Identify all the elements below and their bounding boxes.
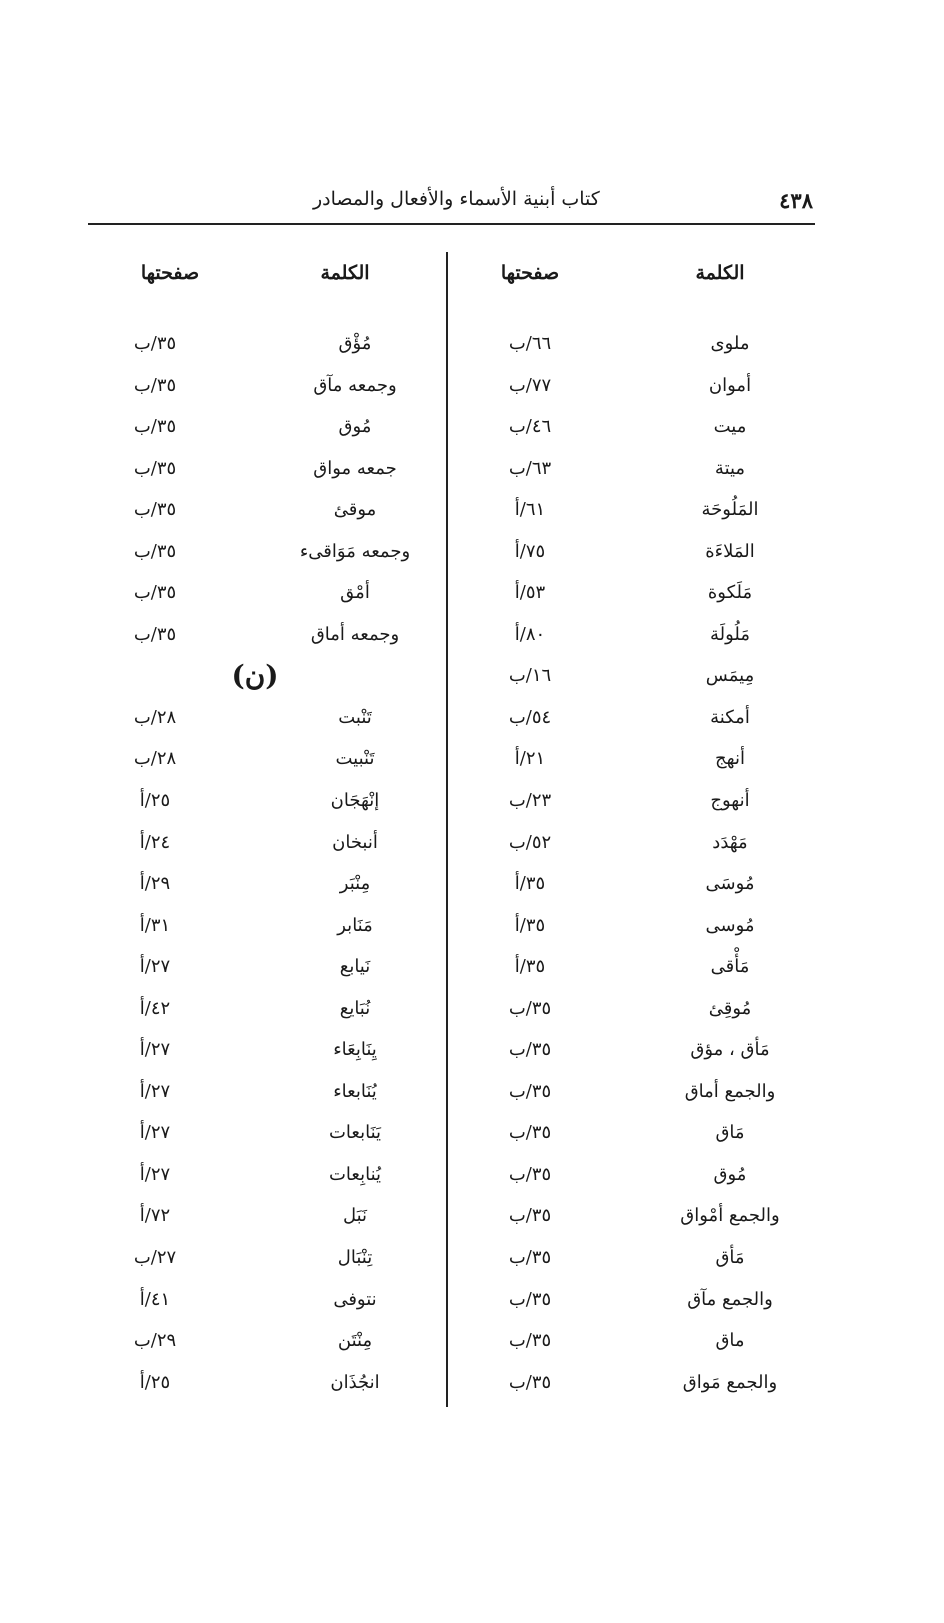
entry-page-ref: ٣٥/ب [133, 416, 177, 438]
entry-page-ref: ٣٥/أ [514, 873, 546, 895]
entry-word: وجمعه مآق [313, 374, 397, 396]
index-entry [90, 707, 440, 749]
index-entry [90, 1247, 440, 1289]
entry-page-ref: ٣٥/ب [133, 457, 177, 479]
entry-word: مِنْبَر [339, 873, 371, 895]
entry-page-ref: ٣٥/ب [508, 1080, 552, 1102]
index-entry [450, 416, 810, 458]
left-word-heading: الكلمة [320, 262, 370, 284]
entry-page-ref: ٢١/أ [514, 748, 546, 770]
index-entry [450, 1289, 810, 1331]
entry-word: ماق [715, 1330, 745, 1352]
entry-page-ref: ٣٥/أ [514, 914, 546, 936]
entry-page-ref: ٣٥/ب [133, 582, 177, 604]
entry-page-ref: ٧٧/ب [508, 374, 552, 396]
index-entry [450, 333, 810, 375]
index-entry [90, 1081, 440, 1123]
left-entries [90, 333, 440, 1413]
entry-word: وجمعه أماق [310, 623, 400, 645]
index-entry [90, 375, 440, 417]
index-entry [90, 1164, 440, 1206]
entry-word: مُوقِئ [708, 997, 752, 1019]
index-entry [90, 499, 440, 541]
index-entry [450, 748, 810, 790]
entry-page-ref: ٢٥/أ [139, 1371, 171, 1393]
entry-word: تَنْبيت [335, 748, 375, 770]
entry-word: مَلَكوة [707, 582, 753, 604]
index-entry [90, 956, 440, 998]
right-word-heading: الكلمة [695, 262, 745, 284]
entry-page-ref: ٣٥/ب [133, 623, 177, 645]
entry-word: مُوق [338, 416, 372, 438]
index-entry [450, 1247, 810, 1289]
index-entry [450, 665, 810, 707]
entry-page-ref: ٧٥/أ [514, 540, 546, 562]
entry-word: يَنَابعات [328, 1122, 382, 1144]
entry-word: إنْهَجَان [330, 790, 380, 812]
entry-page-ref: ٣٥/ب [508, 1122, 552, 1144]
entry-page-ref: ٣٥/ب [133, 499, 177, 521]
index-entry [450, 541, 810, 583]
entry-page-ref: ٦٦/ب [508, 333, 552, 354]
index-entry [450, 499, 810, 541]
entry-word: يِنَابِعَاء [333, 1039, 377, 1061]
index-entry [450, 998, 810, 1040]
entry-word: تِنْبَال [337, 1247, 373, 1269]
index-entry [90, 458, 440, 500]
left-page-heading: صفحتها [140, 262, 200, 284]
entry-word: أمْق [340, 582, 370, 604]
entry-page-ref: ٤٦/ب [508, 416, 552, 438]
entry-page-ref: ٢٧/أ [139, 1039, 171, 1061]
index-entry [450, 707, 810, 749]
entry-page-ref: ٢٩/أ [139, 873, 171, 895]
entry-page-ref: ١٦/ب [508, 665, 552, 687]
index-entry [450, 915, 810, 957]
entry-page-ref: ٣٥/ب [508, 997, 552, 1019]
index-entry [90, 832, 440, 874]
entry-page-ref: ٢٧/أ [139, 1080, 171, 1102]
entry-word: انجُذَان [330, 1371, 380, 1393]
entry-page-ref: ٢٧/أ [139, 956, 171, 978]
index-entry [90, 748, 440, 790]
index-entry [90, 582, 440, 624]
index-entry [450, 375, 810, 417]
index-entry [450, 956, 810, 998]
entry-word: مَأق ، مؤق [690, 1039, 770, 1061]
index-entry [90, 1205, 440, 1247]
entry-page-ref: ٨٠/أ [514, 623, 546, 645]
index-entry [90, 998, 440, 1040]
entry-page-ref: ٥٣/أ [514, 582, 546, 604]
entry-word: أنهج [715, 748, 745, 770]
entry-page-ref: ٢٨/ب [133, 706, 177, 728]
entry-page-ref: ٣٥/أ [514, 956, 546, 978]
index-entry [90, 915, 440, 957]
index-entry [90, 1330, 440, 1372]
index-entry [90, 1289, 440, 1331]
page-header [88, 188, 813, 218]
section-letter-row [90, 659, 440, 707]
index-entry [90, 1039, 440, 1081]
entry-word: والجمع أمْواق [680, 1205, 780, 1227]
entry-page-ref: ٣٥/ب [133, 374, 177, 396]
index-entry [90, 416, 440, 458]
index-entry [450, 1039, 810, 1081]
entry-word: مَأق [715, 1247, 745, 1269]
entry-page-ref: ٣٥/ب [508, 1288, 552, 1310]
entry-page-ref: ٣٥/ب [133, 333, 177, 354]
entry-page-ref: ٣٥/ب [508, 1205, 552, 1227]
entry-page-ref: ٢٥/أ [139, 790, 171, 812]
entry-word: مَنَابر [337, 914, 373, 936]
index-entry [450, 1205, 810, 1247]
header-rule [88, 223, 815, 225]
entry-word: نُبَايع [339, 997, 371, 1019]
entry-word: مِيمَس [705, 665, 755, 687]
entry-page-ref: ٥٤/ب [508, 706, 552, 728]
entry-word: والجمع مآق [687, 1288, 773, 1310]
index-entry [450, 582, 810, 624]
index-entry [90, 333, 440, 375]
page-number: ٤٣٨ [779, 188, 813, 213]
entry-word: موقئ [333, 499, 377, 521]
index-entry [450, 873, 810, 915]
right-entries [450, 333, 810, 1413]
entry-page-ref: ٢٤/أ [139, 831, 171, 853]
entry-page-ref: ٤٢/أ [139, 997, 171, 1019]
index-entry [90, 1122, 440, 1164]
entry-page-ref: ٤١/أ [139, 1288, 171, 1310]
index-entry [450, 832, 810, 874]
entry-page-ref: ٥٢/ب [508, 831, 552, 853]
entry-page-ref: ٢٨/ب [133, 748, 177, 770]
entry-page-ref: ٣٥/ب [508, 1330, 552, 1352]
index-entry [90, 790, 440, 832]
entry-page-ref: ٣٥/ب [508, 1039, 552, 1061]
entry-word: أموان [708, 374, 752, 396]
entry-word: ميت [713, 416, 747, 438]
entry-word: نَيابع [339, 956, 371, 978]
index-entry [450, 1164, 810, 1206]
section-letter: (ن) [231, 659, 279, 693]
running-title: كتاب أبنية الأسماء والأفعال والمصادر [313, 188, 600, 210]
entry-word: أنهوج [710, 790, 750, 812]
entry-word: نتوفى [333, 1288, 377, 1310]
index-entry [450, 1330, 810, 1372]
entry-page-ref: ٣٥/ب [508, 1247, 552, 1269]
index-entry [90, 873, 440, 915]
entry-word: ملوى [710, 333, 750, 354]
entry-word: المَلُوحَة [701, 499, 759, 521]
entry-word: مَلُولَة [709, 623, 751, 645]
entry-word: وجمعه مَوَاقىء [299, 540, 411, 562]
entry-word: والجمع مَواق [682, 1371, 778, 1393]
entry-word: أنبخان [332, 831, 378, 853]
entry-word: نَبَل [342, 1205, 368, 1227]
entry-page-ref: ٧٢/أ [139, 1205, 171, 1227]
entry-word: أمكنة [710, 706, 750, 728]
entry-page-ref: ٢٧/أ [139, 1122, 171, 1144]
entry-word: مَأْقى [710, 956, 750, 978]
entry-word: مِنْتَن [337, 1330, 373, 1352]
entry-page-ref: ٣٥/ب [133, 540, 177, 562]
index-entry [450, 1372, 810, 1414]
entry-word: يُنَابعاء [333, 1080, 377, 1102]
index-entry [450, 1081, 810, 1123]
index-entry [450, 624, 810, 666]
entry-page-ref: ٣٥/ب [508, 1371, 552, 1393]
entry-word: المَلاءَة [705, 540, 755, 562]
entry-word: تَنْبت [338, 706, 372, 728]
entry-page-ref: ٣١/أ [139, 914, 171, 936]
entry-page-ref: ٦٣/ب [508, 457, 552, 479]
entry-page-ref: ٢٧/ب [133, 1247, 177, 1269]
entry-page-ref: ٢٣/ب [508, 790, 552, 812]
entry-word: مَهْدَد [712, 831, 748, 853]
entry-word: جمعه مواق [313, 457, 397, 479]
entry-word: مُوسَى [705, 873, 755, 895]
entry-page-ref: ٢٩/ب [133, 1330, 177, 1352]
index-entry [450, 1122, 810, 1164]
index-entry [90, 541, 440, 583]
index-entry [90, 1372, 440, 1414]
entry-page-ref: ٦١/أ [514, 499, 546, 521]
right-page-heading: صفحتها [500, 262, 560, 284]
entry-word: والجمع أماق [684, 1080, 776, 1102]
entry-word: مُؤْق [338, 333, 372, 354]
entry-word: مَاق [715, 1122, 745, 1144]
index-entry [450, 458, 810, 500]
entry-page-ref: ٢٧/أ [139, 1163, 171, 1185]
entry-page-ref: ٣٥/ب [508, 1163, 552, 1185]
entry-word: ميتة [714, 457, 746, 479]
index-entry [450, 790, 810, 832]
entry-word: مُوسى [705, 914, 755, 936]
column-divider [446, 252, 448, 1407]
entry-word: يُنابِعات [328, 1163, 382, 1185]
entry-word: مُوق [713, 1163, 747, 1185]
